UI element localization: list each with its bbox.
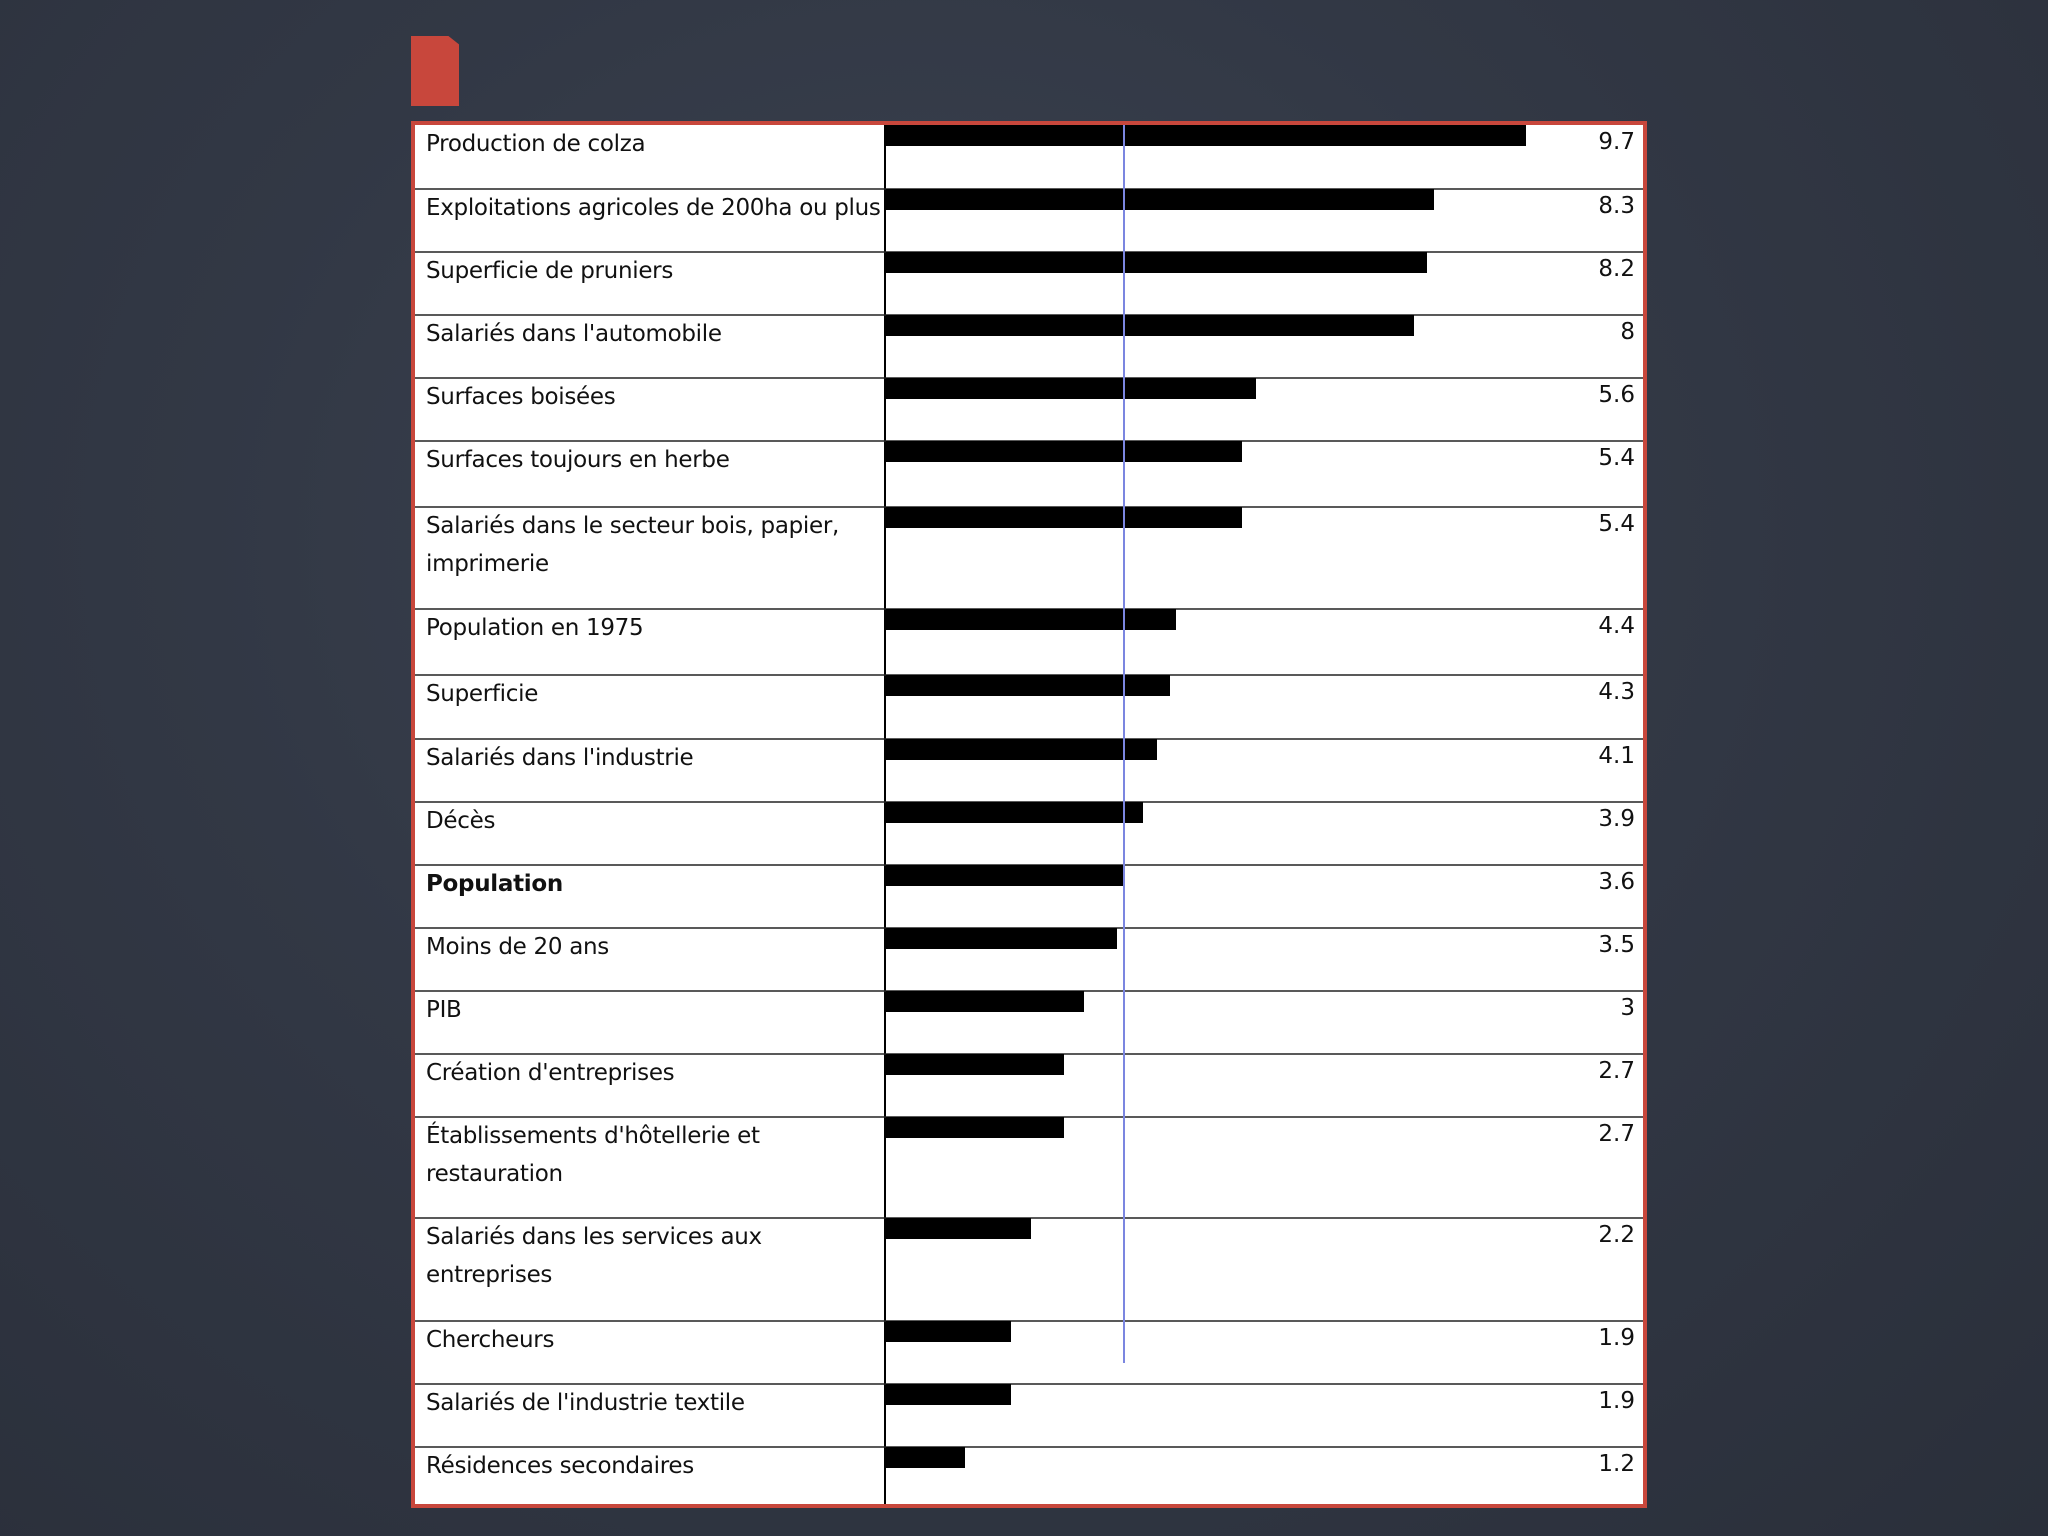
bar-10 xyxy=(886,802,1143,823)
bar-14 xyxy=(886,1054,1064,1075)
bar-4 xyxy=(886,378,1256,399)
bar-8 xyxy=(886,675,1170,696)
category-label: Chercheurs xyxy=(426,1327,555,1353)
bar-12 xyxy=(886,928,1117,949)
category-label: Salariés de l'industrie textile xyxy=(426,1390,745,1416)
value-label: 5.6 xyxy=(1598,382,1635,408)
category-label: Superficie xyxy=(426,681,539,707)
value-label: 2.2 xyxy=(1598,1222,1635,1248)
value-label: 1.2 xyxy=(1598,1451,1635,1477)
category-label: Création d'entreprises xyxy=(426,1060,675,1086)
bar-9 xyxy=(886,739,1157,760)
category-label: Salariés dans les services aux entreprises xyxy=(426,1224,762,1288)
bar-16 xyxy=(886,1218,1031,1239)
bar-15 xyxy=(886,1117,1064,1138)
chart-table xyxy=(415,125,1643,1504)
value-label: 5.4 xyxy=(1598,511,1635,537)
category-label: Établissements d'hôtellerie et restauration xyxy=(426,1123,760,1187)
value-label: 4.4 xyxy=(1598,613,1635,639)
value-label: 2.7 xyxy=(1598,1058,1635,1084)
bar-6 xyxy=(886,507,1242,528)
bar-18 xyxy=(886,1384,1011,1405)
bar-0 xyxy=(886,125,1526,146)
value-label: 4.3 xyxy=(1598,679,1635,705)
value-label: 1.9 xyxy=(1598,1388,1635,1414)
category-label: Décès xyxy=(426,808,496,834)
bar-1 xyxy=(886,189,1434,210)
category-label: Exploitations agricoles de 200ha ou plus xyxy=(426,195,881,221)
category-label: Production de colza xyxy=(426,131,646,157)
category-label: Salariés dans le secteur bois, papier, imprimerie xyxy=(426,513,840,577)
bar-17 xyxy=(886,1321,1011,1342)
category-label: Population xyxy=(426,871,563,897)
value-label: 8 xyxy=(1620,319,1635,345)
value-label: 8.3 xyxy=(1598,193,1635,219)
title-accent-tab xyxy=(411,36,459,106)
category-label: Résidences secondaires xyxy=(426,1453,694,1479)
chart-frame xyxy=(411,121,1647,1508)
bar-2 xyxy=(886,252,1427,273)
value-label: 9.7 xyxy=(1598,129,1635,155)
category-label: PIB xyxy=(426,997,462,1023)
value-label: 3 xyxy=(1620,995,1635,1021)
value-label: 3.5 xyxy=(1598,932,1635,958)
bar-19 xyxy=(886,1447,965,1468)
bar-7 xyxy=(886,609,1176,630)
value-label: 5.4 xyxy=(1598,445,1635,471)
category-label: Surfaces toujours en herbe xyxy=(426,447,730,473)
value-label: 3.9 xyxy=(1598,806,1635,832)
category-label: Moins de 20 ans xyxy=(426,934,609,960)
category-label: Salariés dans l'industrie xyxy=(426,745,694,771)
value-label: 3.6 xyxy=(1598,869,1635,895)
category-label: Salariés dans l'automobile xyxy=(426,321,722,347)
value-label: 8.2 xyxy=(1598,256,1635,282)
bar-13 xyxy=(886,991,1084,1012)
bar-11 xyxy=(886,865,1124,886)
bar-5 xyxy=(886,441,1242,462)
category-label: Population en 1975 xyxy=(426,615,644,641)
value-label: 4.1 xyxy=(1598,743,1635,769)
bar-3 xyxy=(886,315,1414,336)
category-label: Superficie de pruniers xyxy=(426,258,674,284)
value-label: 1.9 xyxy=(1598,1325,1635,1351)
category-label: Surfaces boisées xyxy=(426,384,616,410)
value-label: 2.7 xyxy=(1598,1121,1635,1147)
